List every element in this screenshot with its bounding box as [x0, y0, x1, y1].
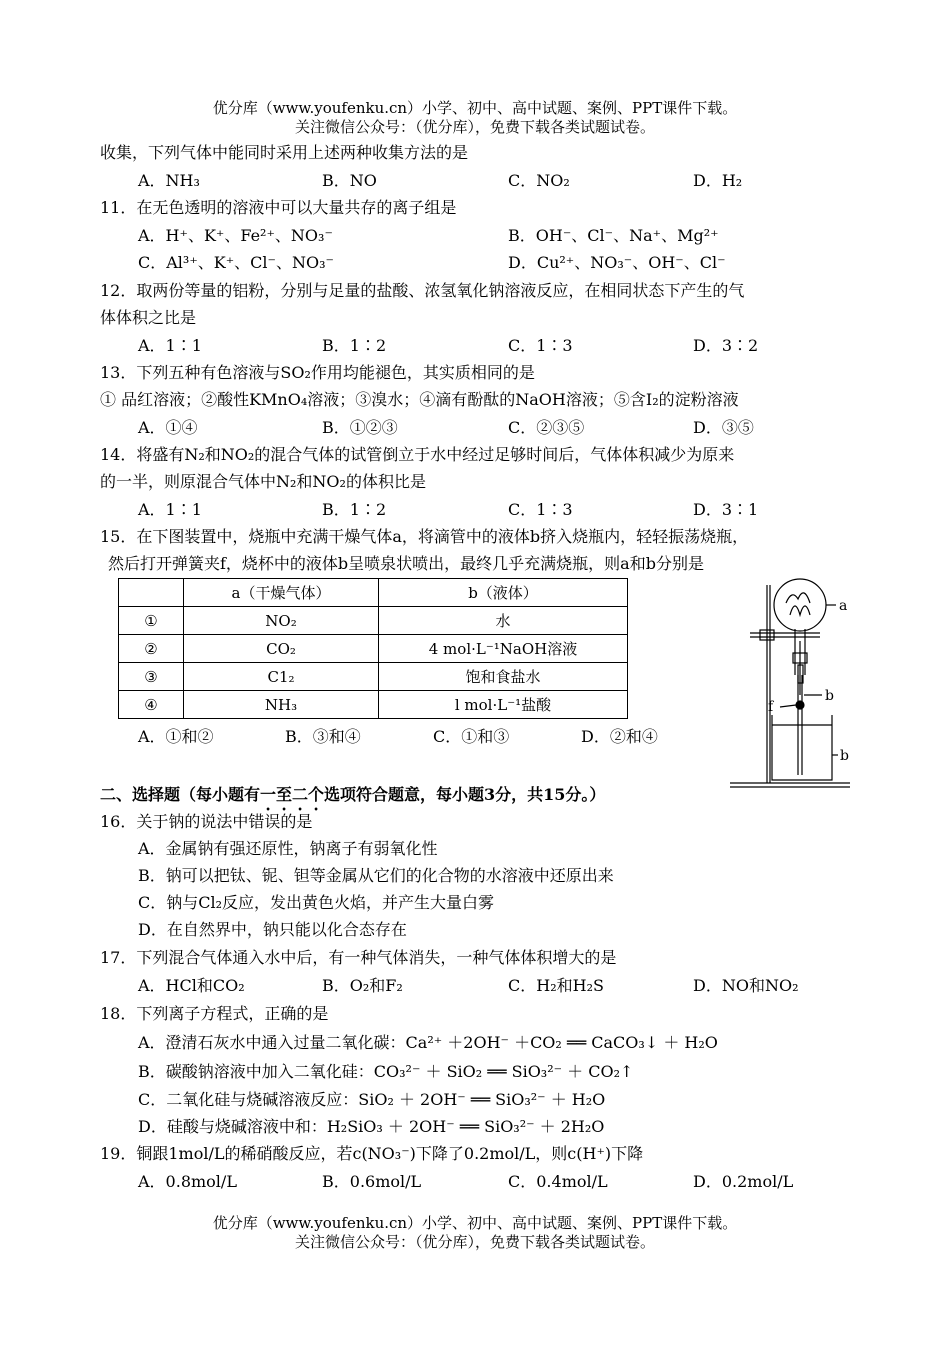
q14-option-c: C．1∶3: [508, 500, 573, 519]
q12-stem-line2: 体体积之比是: [100, 308, 197, 327]
q10-option-b: B．NO: [322, 171, 377, 190]
q13-option-a: A．①④: [138, 418, 198, 437]
figure-label-b-beaker: b: [840, 748, 849, 764]
q12-option-c: C．1∶3: [508, 336, 573, 355]
q15-option-d: D．②和④: [581, 727, 658, 746]
section2-title-emphasis: 一至二个: [260, 785, 325, 804]
q13-option-c: C．②③⑤: [508, 418, 585, 437]
q16-option-d: D．在自然界中，钠只能以化合态存在: [138, 920, 407, 939]
q16-option-a: A．金属钠有强还原性，钠离子有弱氧化性: [138, 839, 438, 858]
q14-option-a: A．1∶1: [138, 500, 202, 519]
fountain-apparatus-figure: [720, 555, 860, 790]
q11-option-a: A．H⁺、K⁺、Fe²⁺、NO₃⁻: [138, 226, 333, 245]
q18-option-a: A．澄清石灰水中通入过量二氧化碳：Ca²⁺ ＋2OH⁻ ＋CO₂ ══ CaCO₃↓ ＋ H₂O: [138, 1033, 718, 1052]
q12-stem-line1: 12．取两份等量的铝粉，分别与足量的盐酸、浓氢氧化钠溶液反应，在相同状态下产生的气: [100, 281, 745, 300]
table-cell: ③: [119, 663, 184, 691]
table-cell: ①: [119, 607, 184, 635]
q13-option-b: B．①②③: [322, 418, 398, 437]
table-header-cell: [119, 579, 184, 607]
q17-option-b: B．O₂和F₂: [322, 976, 403, 995]
q15-stem-line2: 然后打开弹簧夹f，烧杯中的液体b呈喷泉状喷出，最终几乎充满烧瓶，则a和b分别是: [108, 554, 704, 573]
section2-title: [100, 785, 605, 814]
q19-option-a: A．0.8mol/L: [138, 1172, 237, 1191]
table-cell: l mol·L⁻¹盐酸: [379, 691, 628, 719]
q18-stem: 18．下列离子方程式，正确的是: [100, 1004, 329, 1023]
table-row: [119, 635, 628, 663]
q15-option-c: C．①和③: [433, 727, 510, 746]
q11-stem: 11．在无色透明的溶液中可以大量共存的离子组是: [100, 198, 457, 217]
table-header-cell: a（干燥气体）: [184, 579, 379, 607]
page-header-line2: 关注微信公众号：（优分库），免费下载各类试题试卷。: [294, 118, 655, 136]
q11-option-c: C．Al³⁺、K⁺、Cl⁻、NO₃⁻: [138, 253, 334, 272]
table-cell: ④: [119, 691, 184, 719]
q12-option-a: A．1∶1: [138, 336, 202, 355]
q12-option-b: B．1∶2: [322, 336, 387, 355]
q14-option-b: B．1∶2: [322, 500, 387, 519]
table-row: [119, 663, 628, 691]
q15-stem-line1: 15．在下图装置中，烧瓶中充满干燥气体a，将滴管中的液体b挤入烧瓶内，轻轻振荡烧瓶，: [100, 527, 749, 546]
q10-option-a: A．NH₃: [138, 171, 200, 190]
q13-stem-line1: 13．下列五种有色溶液与SO₂作用均能褪色，其实质相同的是: [100, 363, 535, 382]
q13-stem-line2: ① 品红溶液；②酸性KMnO₄溶液；③溴水；④滴有酚酞的NaOH溶液；⑤含I₂的淀粉溶液: [100, 390, 739, 409]
page-footer-line2: 关注微信公众号：（优分库），免费下载各类试题试卷。: [294, 1233, 655, 1251]
q19-stem: 19．铜跟1mol/L的稀硝酸反应，若c(NO₃⁻)下降了0.2mol/L，则c(H⁺)下降: [100, 1144, 644, 1163]
table-header-row: [119, 579, 628, 607]
section2-title-a: 二、选择题（每小题有: [100, 785, 261, 804]
q16-stem: 16．关于钠的说法中错误的是: [100, 812, 313, 831]
q13-option-d: D．③⑤: [693, 418, 754, 437]
q15-table: [118, 578, 628, 719]
q10-option-d: D．H₂: [693, 171, 743, 190]
q17-option-c: C．H₂和H₂S: [508, 976, 604, 995]
q19-option-b: B．0.6mol/L: [322, 1172, 422, 1191]
figure-label-a: a: [839, 598, 848, 614]
q12-option-d: D．3∶2: [693, 336, 759, 355]
q17-option-d: D．NO和NO₂: [693, 976, 799, 995]
table-cell: 4 mol·L⁻¹NaOH溶液: [379, 635, 628, 663]
q16-option-c: C．钠与Cl₂反应，发出黄色火焰，并产生大量白雾: [138, 893, 495, 912]
q10-option-c: C．NO₂: [508, 171, 570, 190]
table-cell: 饱和食盐水: [379, 663, 628, 691]
q14-option-d: D．3∶1: [693, 500, 759, 519]
q19-option-c: C．0.4mol/L: [508, 1172, 608, 1191]
q16-option-b: B．钠可以把钛、铌、钽等金属从它们的化合物的水溶液中还原出来: [138, 866, 614, 885]
table-row: [119, 607, 628, 635]
section2-title-b: 选项符合题意，每小题3分，共15分。）: [324, 785, 606, 804]
table-cell: 水: [379, 607, 628, 635]
q17-option-a: A．HCl和CO₂: [138, 976, 245, 995]
q18-option-c: C．二氧化硅与烧碱溶液反应：SiO₂ ＋ 2OH⁻ ══ SiO₃²⁻ ＋ H₂O: [138, 1090, 606, 1109]
q15-option-a: A．①和②: [138, 727, 214, 746]
q15-option-b: B．③和④: [285, 727, 361, 746]
table-cell: C1₂: [184, 663, 379, 691]
q10-continuation: 收集，下列气体中能同时采用上述两种收集方法的是: [100, 143, 469, 162]
table-cell: CO₂: [184, 635, 379, 663]
q11-option-d: D．Cu²⁺、NO₃⁻、OH⁻、Cl⁻: [508, 253, 726, 272]
table-row: [119, 691, 628, 719]
table-cell: NH₃: [184, 691, 379, 719]
q18-option-b: B．碳酸钠溶液中加入二氧化硅：CO₃²⁻ ＋ SiO₂ ══ SiO₃²⁻ ＋ CO₂↑: [138, 1062, 634, 1081]
q11-option-b: B．OH⁻、Cl⁻、Na⁺、Mg²⁺: [508, 226, 719, 245]
q19-option-d: D．0.2mol/L: [693, 1172, 794, 1191]
table-cell: NO₂: [184, 607, 379, 635]
page-header-line1: 优分库（www.youfenku.cn）小学、初中、高中试题、案例、PPT课件下载。: [212, 99, 738, 117]
q17-stem: 17．下列混合气体通入水中后，有一种气体消失，一种气体体积增大的是: [100, 948, 617, 967]
q18-option-d: D．硅酸与烧碱溶液中和：H₂SiO₃ ＋ 2OH⁻ ══ SiO₃²⁻ ＋ 2H₂O: [138, 1117, 605, 1136]
page-footer-line1: 优分库（www.youfenku.cn）小学、初中、高中试题、案例、PPT课件下载。: [212, 1214, 738, 1232]
figure-label-b-dropper: b: [825, 688, 834, 704]
table-header-cell: b（液体）: [379, 579, 628, 607]
q14-stem-line2: 的一半，则原混合气体中N₂和NO₂的体积比是: [100, 472, 426, 491]
figure-label-f: f: [768, 699, 774, 715]
table-cell: ②: [119, 635, 184, 663]
q14-stem-line1: 14．将盛有N₂和NO₂的混合气体的试管倒立于水中经过足够时间后，气体体积减少为原来: [100, 445, 735, 464]
